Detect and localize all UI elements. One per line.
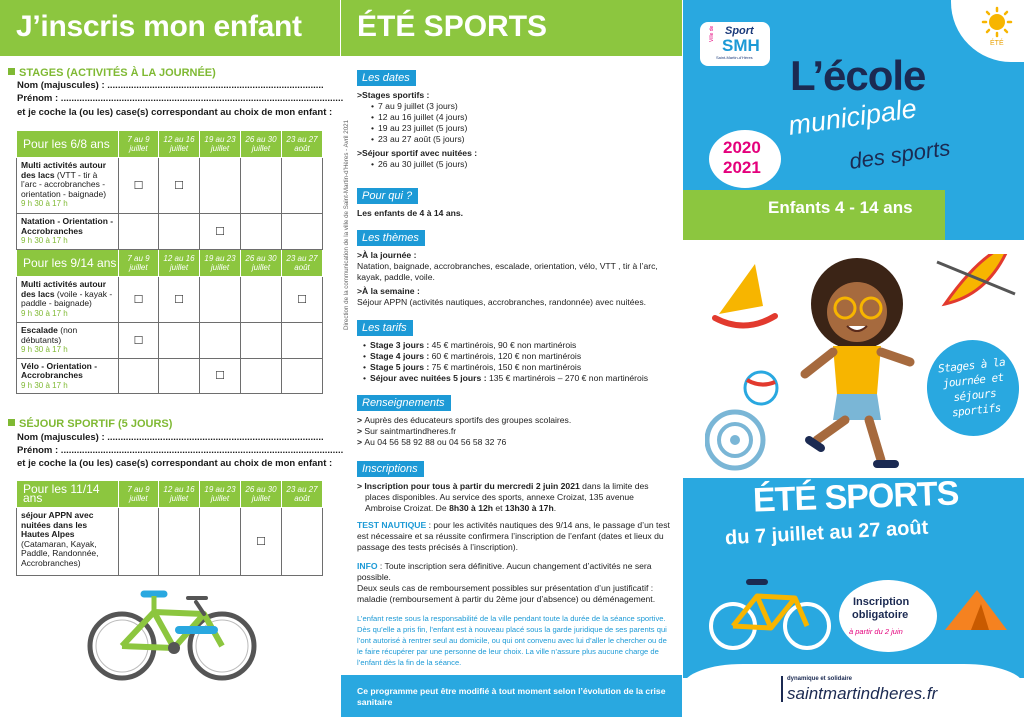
themes-tag: Les thèmes — [357, 230, 425, 246]
tarif-price: 135 € martinérois – 270 € non martinérois — [486, 373, 649, 383]
stages-bubble-text: Stages à la journée et séjours sportifs — [937, 355, 1006, 420]
arrow-icon: > — [357, 415, 365, 425]
test-nautique-label: TEST NAUTIQUE — [357, 520, 427, 530]
date-column-header: 26 au 30 juillet — [241, 250, 282, 277]
empty-cell — [282, 214, 323, 250]
date-column-header: 12 au 16 juillet — [159, 250, 200, 277]
insc-badge-line3: à partir du 2 juin — [849, 627, 903, 636]
date-column-header: 19 au 23 juillet — [200, 250, 241, 277]
renseignements-tag: Renseignements — [357, 395, 451, 411]
renseignement-text: Au 04 56 58 92 88 ou 04 56 58 32 76 — [364, 437, 507, 447]
date-item: • 12 au 16 juillet (4 jours) — [371, 112, 672, 123]
renseignement-item — [357, 415, 672, 426]
sejour-dates-list — [357, 159, 672, 170]
stages-title-text: STAGES (ACTIVITÉS À LA JOURNÉE) — [19, 67, 216, 79]
cover-title-ecole: L’école — [790, 52, 926, 99]
registration-header: J’inscris mon enfant — [0, 0, 340, 56]
empty-cell — [159, 508, 200, 576]
sejour-table — [16, 480, 323, 576]
ete-small-label: ÉTÉ — [990, 40, 1004, 47]
empty-cell — [119, 358, 159, 394]
activity-hours: 9 h 30 à 17 h — [21, 199, 68, 208]
age-group-header — [17, 481, 323, 508]
tarif-label: Séjour avec nuitées 5 jours : — [370, 373, 487, 383]
renseignement-text: Sur saintmartindheres.fr — [364, 426, 457, 436]
activity-row — [17, 508, 323, 576]
activity-detail: (non débutants) — [21, 325, 78, 345]
inscriptions-tag: Inscriptions — [357, 461, 424, 477]
activity-detail: (Catamaran, Kayak, Paddle, Randonnée, Accrobranches) — [21, 538, 99, 568]
activity-row — [17, 158, 323, 214]
renseignements-block — [357, 415, 672, 448]
empty-cell — [241, 277, 282, 323]
tarif-label: Stage 3 jours : — [370, 340, 430, 350]
stages-prenom-field[interactable]: Prénom : ........................................................................................................... — [17, 93, 344, 104]
stages-sportifs-label: >Stages sportifs : — [357, 90, 430, 100]
activity-cell — [17, 158, 119, 214]
info-text: : Toute inscription sera définitive. Aucun changement d’activités ne sera possible. — [357, 561, 652, 582]
empty-cell — [159, 358, 200, 394]
date-column-header: 19 au 23 juillet — [200, 131, 241, 158]
insc-rest: dans la limite des places disponibles. Au service des sports, annexe Croizat, 135 avenue Ambroise Croizat. De — [365, 481, 649, 513]
logo-sport-text: Sport — [725, 25, 754, 37]
credit-vertical — [331, 70, 350, 330]
activity-cell — [17, 508, 119, 576]
activity-hours: 9 h 30 à 17 h — [21, 308, 68, 318]
sejour-title-text: SÉJOUR SPORTIF (5 JOURS) — [19, 418, 173, 430]
age-group-header — [17, 250, 323, 277]
bicycle-illustration — [84, 584, 264, 684]
date-column-header: 12 au 16 juillet — [159, 481, 200, 508]
logo-smh-text: SMH — [722, 36, 760, 55]
logo-ville-text: Ville de — [709, 25, 715, 42]
empty-cell — [159, 214, 200, 250]
renseignement-text: Auprès des éducateurs sportifs des groupes scolaires. — [364, 415, 572, 425]
insc-hours-pm: 13h30 à 17h — [504, 503, 554, 513]
date-item: • 7 au 9 juillet (3 jours) — [371, 101, 672, 112]
activity-name: Multi activités autour des lacs — [21, 279, 107, 299]
semaine-text: Séjour APPN (activités nautiques, accrobranches, randonnée) avec nuitées. — [357, 297, 647, 307]
year-start: 2020 — [723, 138, 761, 157]
sejour-prenom-field[interactable]: Prénom : ........................................................................................................... — [17, 445, 344, 456]
checkbox[interactable]: ☐ — [119, 158, 159, 214]
tarif-price: 60 € martinérois, 120 € non martinérois — [429, 351, 582, 361]
smh-logo — [700, 22, 770, 66]
checkbox[interactable]: ☐ — [119, 323, 159, 359]
journee-text: Natation, baignade, accrobranches, escalade, orientation, vélo, VTT , tir à l’arc, kayak, paddle, voile. — [357, 261, 658, 282]
checkbox[interactable]: ☐ — [241, 508, 282, 576]
dates-block — [357, 90, 672, 170]
activity-cell — [17, 214, 119, 250]
inscriptions-block — [357, 481, 672, 514]
stages-table — [16, 130, 323, 394]
activity-hours: 9 h 30 à 17 h — [21, 345, 68, 354]
tarif-item — [363, 373, 672, 384]
journee-label: >À la journée : — [357, 250, 417, 260]
info-footer: Ce programme peut être modifié à tout moment selon l’évolution de la crise sanitaire — [341, 675, 682, 717]
empty-cell — [200, 158, 241, 214]
empty-cell — [241, 158, 282, 214]
empty-cell — [282, 158, 323, 214]
sejour-section-title — [8, 418, 172, 430]
renseignement-item — [357, 426, 672, 437]
date-item: • 26 au 30 juillet (5 jours) — [371, 159, 672, 170]
tent-icon — [941, 584, 1011, 634]
date-column-header: 26 au 30 juillet — [241, 481, 282, 508]
date-column-header: 23 au 27 août — [282, 250, 323, 277]
remboursement-text: Deux seuls cas de remboursement possibles sur présentation d’un justificatif : maladie (remboursement à partir du 2ème jour d’absence) ou déménagement. — [357, 583, 656, 604]
date-column-header: 7 au 9 juillet — [119, 131, 159, 158]
cover-title-municipale: municipale — [786, 93, 919, 141]
empty-cell — [241, 214, 282, 250]
activity-hours: 9 h 30 à 17 h — [21, 380, 68, 390]
checkbox[interactable]: ☐ — [200, 358, 241, 394]
footer-website[interactable]: saintmartindheres.fr — [787, 684, 938, 703]
age-group-label: Pour les 6/8 ans — [17, 131, 119, 158]
tarif-label: Stage 5 jours : — [370, 362, 430, 372]
activity-cell — [17, 323, 119, 359]
info-panel — [341, 0, 682, 717]
date-item: • 23 au 27 août (5 jours) — [371, 134, 672, 145]
dates-tag: Les dates — [357, 70, 416, 86]
cover-ete-sports: ÉTÉ SPORTS — [752, 474, 959, 520]
age-group-header — [17, 131, 323, 158]
insc-end: . — [553, 503, 557, 513]
date-column-header: 23 au 27 août — [282, 131, 323, 158]
activity-name: Escalade — [21, 325, 58, 335]
cover-title-des-sports: des sports — [847, 135, 952, 174]
activity-row — [17, 323, 323, 359]
credit-text: Direction de la communication de la ville de Saint-Martin-d’Hères - Avril 2021 — [343, 119, 350, 330]
date-column-header: 26 au 30 juillet — [241, 131, 282, 158]
activity-cell — [17, 358, 119, 394]
age-group-label: Pour les 11/14 ans — [17, 481, 119, 508]
date-column-header: 19 au 23 juillet — [200, 481, 241, 508]
activity-name: séjour APPN avec nuitées dans les Hautes Alpes — [21, 510, 94, 539]
tarif-price: 45 € martinérois, 90 € non martinérois — [429, 340, 577, 350]
footer-tagline: dynamique et solidaire — [787, 676, 853, 682]
info-block — [357, 561, 672, 605]
checkbox[interactable]: ☐ — [159, 158, 200, 214]
date-column-header: 23 au 27 août — [282, 481, 323, 508]
age-group-label: Pour les 9/14 ans — [17, 250, 119, 277]
age-range-label: Enfants 4 - 14 ans — [768, 198, 913, 217]
small-bicycle-illustration — [707, 574, 837, 654]
activity-detail: (VTT - tir à l’arc - accrobranches - orientation - baignade) — [21, 169, 107, 199]
year-end: 2021 — [723, 158, 761, 177]
activity-hours: 9 h 30 à 17 h — [21, 236, 68, 245]
themes-block — [357, 250, 672, 308]
stages-section-title — [8, 67, 216, 79]
test-nautique-block — [357, 520, 672, 553]
registration-panel — [0, 0, 344, 717]
checkbox[interactable]: ☐ — [119, 277, 159, 323]
arrow-icon: > — [357, 481, 365, 491]
sejour-nuitees-label: >Séjour sportif avec nuitées : — [357, 148, 478, 158]
tarif-item — [363, 351, 672, 362]
footer-divider — [781, 676, 783, 702]
cover-ete-dates: du 7 juillet au 27 août — [724, 516, 929, 550]
empty-cell — [282, 358, 323, 394]
responsabilite-note — [357, 613, 672, 668]
empty-cell — [119, 214, 159, 250]
checkbox[interactable]: ☐ — [159, 277, 200, 323]
insc-et: et — [493, 503, 505, 513]
empty-cell — [241, 323, 282, 359]
activity-row — [17, 277, 323, 323]
responsabilite-text: L’enfant reste sous la responsabilité de la ville pendant toute la durée de la séance sportive. Dès qu’elle a pris fin, l’enfant est à nouveau placé sous la garde juridique de ses parents qui l’ont autorisé à rentrer seul au domicile, ou qui ont convenu avec lui d’aller le chercher ou de le faire récupérer par une personne de leur choix. La ville n’assure plus aucune charge de l’enfant dès la fin de la séance. — [357, 614, 667, 667]
pourqui-text — [357, 208, 672, 219]
tarif-item — [363, 340, 672, 351]
activity-name: Natation - Orientation - Accrobranches — [21, 216, 114, 236]
insc-hours-am: 8h30 à 12h — [449, 503, 494, 513]
checkbox[interactable]: ☐ — [282, 277, 323, 323]
tarif-label: Stage 4 jours : — [370, 351, 430, 361]
empty-cell — [200, 277, 241, 323]
date-column-header: 7 au 9 juillet — [119, 250, 159, 277]
activity-name: Vélo - Orientation - Accrobranches — [21, 360, 98, 380]
insc-badge-line1: Inscription — [853, 596, 910, 608]
activity-detail: (voile - kayak - paddle - baignade) — [21, 288, 113, 308]
info-header: ÉTÉ SPORTS — [341, 0, 682, 56]
empty-cell — [200, 323, 241, 359]
years-badge — [709, 130, 781, 188]
date-item: • 19 au 23 juillet (5 jours) — [371, 123, 672, 134]
sejour-nom-field[interactable]: Nom (majuscules) : .................................................................................. — [17, 432, 324, 443]
square-bullet-icon — [8, 419, 15, 426]
semaine-label: >À la semaine : — [357, 286, 420, 296]
test-nautique-text: : pour les activités nautiques des 9/14 ans, le passage d’un test est nécessaire et sa réussite confirmera l’inscription de l’enfant (dates et lieux du passage des tests précisés à l’inscription). — [357, 520, 670, 552]
tarifs-tag: Les tarifs — [357, 320, 413, 336]
inscription-badge — [839, 580, 937, 652]
square-bullet-icon — [8, 68, 15, 75]
activity-cell — [17, 277, 119, 323]
cover-panel — [683, 0, 1024, 717]
stages-nom-field[interactable]: Nom (majuscules) : .................................................................................. — [17, 80, 324, 91]
arrow-icon: > — [357, 437, 365, 447]
insc-badge-line2: obligatoire — [852, 609, 909, 621]
info-label: INFO — [357, 561, 378, 571]
pourqui-value: Les enfants de 4 à 14 ans. — [357, 208, 464, 218]
stage-dates-list — [357, 101, 672, 145]
renseignement-item — [357, 437, 672, 448]
empty-cell — [119, 508, 159, 576]
empty-cell — [200, 508, 241, 576]
empty-cell — [282, 508, 323, 576]
arrow-icon: > — [357, 426, 365, 436]
pourqui-tag: Pour qui ? — [357, 188, 418, 204]
tarifs-list — [357, 340, 672, 384]
logo-sub-text: Saint-Martin-d’Hères — [716, 55, 753, 60]
stages-coche-instruction: et je coche la (ou les) case(s) correspondant au choix de mon enfant : — [17, 107, 333, 118]
insc-date: Inscription pour tous à partir du mercredi 2 juin 2021 — [364, 481, 580, 491]
activity-row — [17, 214, 323, 250]
sejour-coche-instruction: et je coche la (ou les) case(s) correspondant au choix de mon enfant : — [17, 458, 333, 469]
activity-row — [17, 358, 323, 394]
tarif-price: 75 € martinérois, 150 € non martinérois — [429, 362, 582, 372]
activity-name: Multi activités autour des lacs — [21, 160, 107, 180]
tarifs-block — [357, 340, 672, 384]
empty-cell — [159, 323, 200, 359]
checkbox[interactable]: ☐ — [200, 214, 241, 250]
empty-cell — [282, 323, 323, 359]
empty-cell — [241, 358, 282, 394]
date-column-header: 12 au 16 juillet — [159, 131, 200, 158]
date-column-header: 7 au 9 juillet — [119, 481, 159, 508]
tarif-item — [363, 362, 672, 373]
